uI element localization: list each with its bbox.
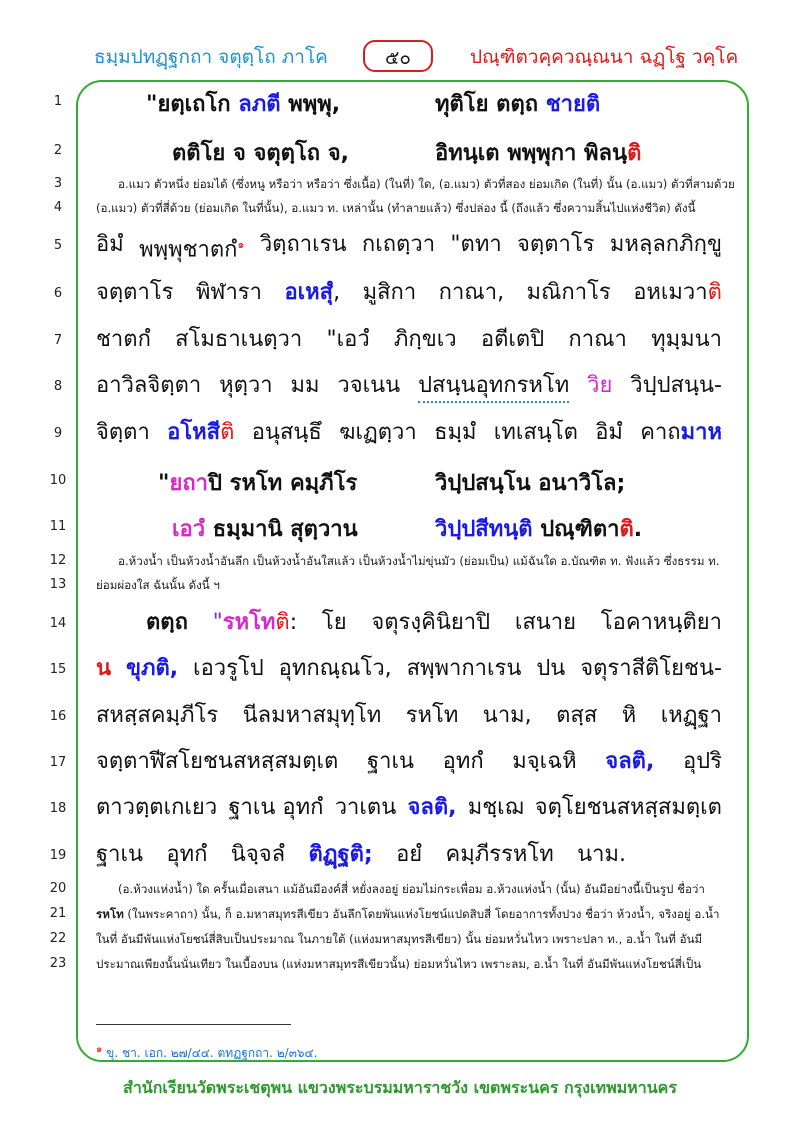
verse-line-2-a xyxy=(172,135,349,170)
blue-word: จลติ, xyxy=(605,749,655,774)
pali-word: อาวิลจิตฺตา xyxy=(96,373,202,398)
line-number: 21 xyxy=(49,906,67,921)
text-line-6 xyxy=(96,278,722,308)
blue-word: อโหสี xyxy=(167,420,221,445)
pali-word: นิจฺจลํ xyxy=(230,842,286,867)
translation-line-4: (อ.แมว) ตัวที่สี่ด้วย (ย่อมเกิด ในที่นั้น), อ.แมว ท. เหล่านั้น (ทำลายแล้ว) ซึ่งปล่อง นี้ (ถึงแล้ว ซึ่งความสิ้นไปแห่งชีวิต) ดังนี้ xyxy=(96,201,696,215)
pali-word: อุทกณฺณโว, xyxy=(278,656,392,681)
blue-word: ขุภติ, xyxy=(125,656,179,681)
pali-word: ภิกฺขเว xyxy=(393,327,457,352)
translation-line-12: อ.ห้วงน้ำ เป็นห้วงน้ำอันลึก เป็นห้วงน้ำอันใสแล้ว เป็นห้วงน้ำไม่ขุ่นมัว (ย่อมเป็น) แม้ฉันใด อ.บัณฑิต ท. ฟังแล้ว ซึ่งธรรม ท. xyxy=(118,554,720,568)
verse-line-1-b xyxy=(435,86,600,121)
footnote-marker: ๑ xyxy=(96,1044,103,1055)
verse-word: "ยตฺเถโก xyxy=(146,92,239,117)
text-line-19 xyxy=(96,840,626,870)
line-number: 15 xyxy=(49,662,67,677)
pali-word: มชฺเฌ xyxy=(467,795,524,820)
pali-word: นาม, xyxy=(482,703,532,728)
pali-word-with-note xyxy=(139,230,244,265)
pali-word: ชาตกํ xyxy=(96,327,151,352)
text-line-18 xyxy=(96,793,722,823)
text-line-17 xyxy=(96,747,722,777)
pali-word: ทุมฺมนา xyxy=(651,327,722,352)
blue-word: ติฏฺฐติ; xyxy=(308,842,373,867)
blue-word: ลภตี xyxy=(238,92,281,117)
pink-word: รหโท xyxy=(222,610,276,635)
text-line-16 xyxy=(96,701,722,731)
blue-word: ชายติ xyxy=(545,92,601,117)
pali-word: ปน xyxy=(536,656,566,681)
footnote-text: ขุ. ชา. เอก. ๒๗/๔๔. ตทฏฺฐกถา. ๒/๓๖๔. xyxy=(102,1046,318,1060)
pali-word xyxy=(640,418,722,448)
pali-word: "เอวํ xyxy=(326,327,370,352)
pink-word: วิย xyxy=(587,373,613,398)
pali-word: กาณา xyxy=(568,327,627,352)
red-syllable: ติ xyxy=(220,420,235,445)
pali-word: อยํ xyxy=(396,842,423,867)
pali-word: สหสฺสคมฺภีโร xyxy=(96,703,219,728)
pali-word: มจฺเฉหิ xyxy=(512,749,577,774)
pali-word: พพฺพุชาตกํ xyxy=(139,237,238,263)
punctuation: . xyxy=(633,517,643,542)
pali-word: กาณา, xyxy=(438,280,505,305)
pali-word: ตตฺถ xyxy=(146,610,188,635)
translation-line-23: ประมาณเพียงนั้นนั่นเทียว ในเบื้องบน (แห่งมหาสมุทรสีเขียวนั้น) ย่อมหวั่นไหว เพราะลม, อ.น้ำ ในที่ อันมีพันแห่งโยชน์สี่เป็น xyxy=(96,957,702,971)
translation-line-3: อ.แมว ตัวหนึ่ง ย่อมได้ (ซึ่งหนู หรือว่า หรือว่า ซึ่งเนื้อ) (ในที่) ใด, (อ.แมว) ตัวที่สอง ย่อมเกิด (ในที่) นั้น (อ.แมว) ตัวที่สามด้วย xyxy=(118,177,735,191)
verse-word: ตติโย จ จตุตฺโถ จ, xyxy=(172,141,349,166)
pali-word: อิมํ xyxy=(96,232,124,257)
pali-word: มม xyxy=(290,373,320,398)
verse-word: พพฺพุ, xyxy=(280,92,341,117)
verse-word: ธมฺมานิ สุตฺวาน xyxy=(205,517,358,542)
line-number: 22 xyxy=(49,931,67,946)
verse-word: ปณฺฑิตา xyxy=(532,517,620,542)
pali-word: หิ xyxy=(621,703,637,728)
translation-text: (ในพระคาถา) นั้น, ก็ อ.มหาสมุทรสีเขียว อันลึกโดยพันแห่งโยชน์แปดสิบสี่ โดยอาการทั้งปวง ชื่อว่า ห้วงน้ำ, จริงอยู่ อ.น้ำ xyxy=(123,907,720,921)
red-word: น xyxy=(96,656,112,681)
pali-word: จิตฺตา xyxy=(96,420,150,445)
line-number: 13 xyxy=(49,577,67,592)
running-head-right: ปณฺฑิตวคฺควณฺณนา ฉฏฺโฐ วคฺโค xyxy=(470,46,739,68)
translation-line-21 xyxy=(96,906,726,922)
text-line-9 xyxy=(96,418,722,448)
pali-word: อเหสุํ, xyxy=(284,280,341,305)
text-line-5 xyxy=(96,230,722,265)
pali-word: จตุรงฺคินิยาปิ xyxy=(371,610,491,635)
line-number: 18 xyxy=(49,801,67,816)
pink-word: ยถา xyxy=(169,471,209,496)
text-line-14 xyxy=(146,608,722,638)
pali-word: นาม. xyxy=(577,842,626,867)
pali-word: อตีเตปิ xyxy=(480,327,545,352)
page-footer: สำนักเรียนวัดพระเชตุพน แขวงพระบรมมหาราชวัง เขตพระนคร กรุงเทพมหานคร xyxy=(123,1078,677,1097)
line-number: 4 xyxy=(53,200,63,215)
underlined-compound: ปสนฺนอุทกรหโท xyxy=(418,371,569,403)
quote-mark: " xyxy=(212,610,223,635)
pali-word: ฆเฏตฺวา xyxy=(339,420,417,445)
line-number: 2 xyxy=(53,143,63,158)
translation-line-22: ในที่ อันมีพันแห่งโยชน์สี่สิบเป็นประมาณ ในภายใต้ (แห่งมหาสมุทรสีเขียว) นั้น ย่อมหวั่นไหว เพราะปลา ท., อ.น้ำ ในที่ อันมี xyxy=(96,932,703,946)
bold-term: รหโท xyxy=(96,907,124,921)
line-number: 20 xyxy=(49,881,67,896)
translation-line-13: ย่อมผ่องใส ฉันนั้น ดังนี้ ฯ xyxy=(96,578,220,592)
line-number: 3 xyxy=(53,176,63,191)
pali-word: จตฺโยชนสหสฺสมตฺเต xyxy=(534,795,722,820)
pali-word: ตสฺส xyxy=(556,703,598,728)
verse-word: อิทนฺเต พพฺพุกา พิลนฺ xyxy=(435,141,628,166)
footnote-ref[interactable]: ๑ xyxy=(237,238,245,251)
line-number: 7 xyxy=(53,333,63,348)
page-number: ๕๐ xyxy=(363,40,433,72)
blue-word: อเหสุํ xyxy=(284,280,334,305)
pali-word: เทเสนฺโต xyxy=(493,420,578,445)
verse-line-10-a xyxy=(158,465,357,500)
line-number: 8 xyxy=(53,379,63,394)
blue-word: มาห xyxy=(680,420,722,445)
pali-word: สโมธาเนตฺวา xyxy=(175,327,303,352)
pali-word: ฐาเน อุทกํ xyxy=(228,795,324,820)
quote-mark: " xyxy=(158,471,170,496)
red-syllable: ติ xyxy=(707,280,722,305)
red-syllable: ติ xyxy=(619,517,634,542)
pali-word: วาเตน xyxy=(334,795,397,820)
line-number: 1 xyxy=(53,94,63,109)
verse-line-1-a xyxy=(146,86,340,121)
pali-word: สพฺพากาเรน xyxy=(406,656,522,681)
pali-word: นีลมหาสมุทฺโท xyxy=(242,703,382,728)
punctuation: : xyxy=(289,610,298,635)
verse-line-10-b xyxy=(435,465,625,500)
red-syllable: ติ xyxy=(275,610,290,635)
pali-word: จตฺตาโร xyxy=(96,280,174,305)
verse-word: ปิ รหโท คมฺภีโร xyxy=(208,471,358,496)
pink-word: เอวํ xyxy=(172,517,206,542)
pali-word: โอคาหนฺติยา xyxy=(600,610,722,635)
blue-word: จลติ, xyxy=(407,795,457,820)
pali-word xyxy=(213,608,297,638)
pali-word: ฐาเน xyxy=(96,842,144,867)
pali-word: อุทกํ xyxy=(166,842,208,867)
text-line-15 xyxy=(96,654,722,684)
pali-word xyxy=(167,418,234,448)
running-head-left: ธมฺมปทฏฺฐกถา จตุตฺโถ ภาโค xyxy=(94,46,328,68)
pali-word: "ตทา xyxy=(450,232,502,257)
verse-line-2-b xyxy=(435,135,641,170)
pali-word: พิฬารา xyxy=(195,280,262,305)
footnote xyxy=(96,1042,317,1063)
pali-word: เสนาย xyxy=(514,610,577,635)
pali-word: อุทกํ xyxy=(442,749,484,774)
text-line-7 xyxy=(96,325,722,355)
pali-word: เหฏฺฐา xyxy=(660,703,722,728)
red-syllable: ติ xyxy=(627,141,642,166)
pali-word: อุปริ xyxy=(682,749,722,774)
verse-word: ทุติโย ตตฺถ xyxy=(435,92,546,117)
line-number: 16 xyxy=(49,709,67,724)
pali-word: ธมฺมํ xyxy=(434,420,477,445)
pali-word: มหลฺลกภิกฺขู xyxy=(609,232,722,257)
line-number: 11 xyxy=(49,519,67,534)
line-number: 12 xyxy=(49,553,67,568)
pali-word: วิตฺถาเรน xyxy=(259,232,347,257)
pali-word: อนุสนฺธึ xyxy=(251,420,322,445)
footnote-rule xyxy=(96,1024,291,1025)
pali-word: วิปฺปสนฺน- xyxy=(630,373,722,398)
pali-word: ฐาเน xyxy=(366,749,415,774)
line-number: 17 xyxy=(49,755,67,770)
pali-word xyxy=(633,278,722,308)
pali-word: อิมํ xyxy=(595,420,623,445)
pali-word: หุตฺวา xyxy=(219,373,273,398)
pali-word: จตฺตาโร xyxy=(517,232,595,257)
word-part: คาถ xyxy=(640,420,681,445)
pali-word: ตาวตฺตเกเยว xyxy=(96,795,218,820)
pali-word: จตฺตาฬีสโยชนสหสฺสมตฺเต xyxy=(96,749,339,774)
line-number: 9 xyxy=(53,426,63,441)
verse-line-11-b xyxy=(435,511,642,546)
pali-word: มณิกาโร xyxy=(526,280,611,305)
pali-word: รหโท xyxy=(405,703,459,728)
pali-word: จตุราสีติโยชน- xyxy=(580,656,722,681)
pali-word: มูสิกา xyxy=(362,280,417,305)
translation-line-20: (อ.ห้วงแห่งน้ำ) ใด ครั้นเมื่อเสนา แม้อันมีองค์สี่ หยั่งลงอยู่ ย่อมไม่กระเพื่อม อ.ห้วงแห่งน้ำ (นั้น) อันมีอย่างนี้เป็นรูป ชื่อว่า xyxy=(118,882,705,896)
line-number: 10 xyxy=(49,473,67,488)
text-line-8 xyxy=(96,371,722,403)
pali-word: วจเนน xyxy=(337,373,401,398)
pali-word: โย xyxy=(321,610,347,635)
line-number: 23 xyxy=(49,956,67,971)
pali-word: เอวรูโป xyxy=(193,656,264,681)
line-number: 5 xyxy=(53,238,63,253)
line-number: 14 xyxy=(49,616,67,631)
pali-word: คมฺภีรรหโท xyxy=(445,842,554,867)
line-number: 6 xyxy=(53,286,63,301)
blue-word: วิปฺปสีทนฺติ xyxy=(435,517,533,542)
line-number: 19 xyxy=(49,848,67,863)
verse-word: วิปฺปสนฺโน อนาวิโล; xyxy=(435,471,626,496)
verse-line-11-a xyxy=(172,511,358,546)
word-part: อหเมวา xyxy=(633,280,708,305)
pali-word: กเถตฺวา xyxy=(361,232,436,257)
